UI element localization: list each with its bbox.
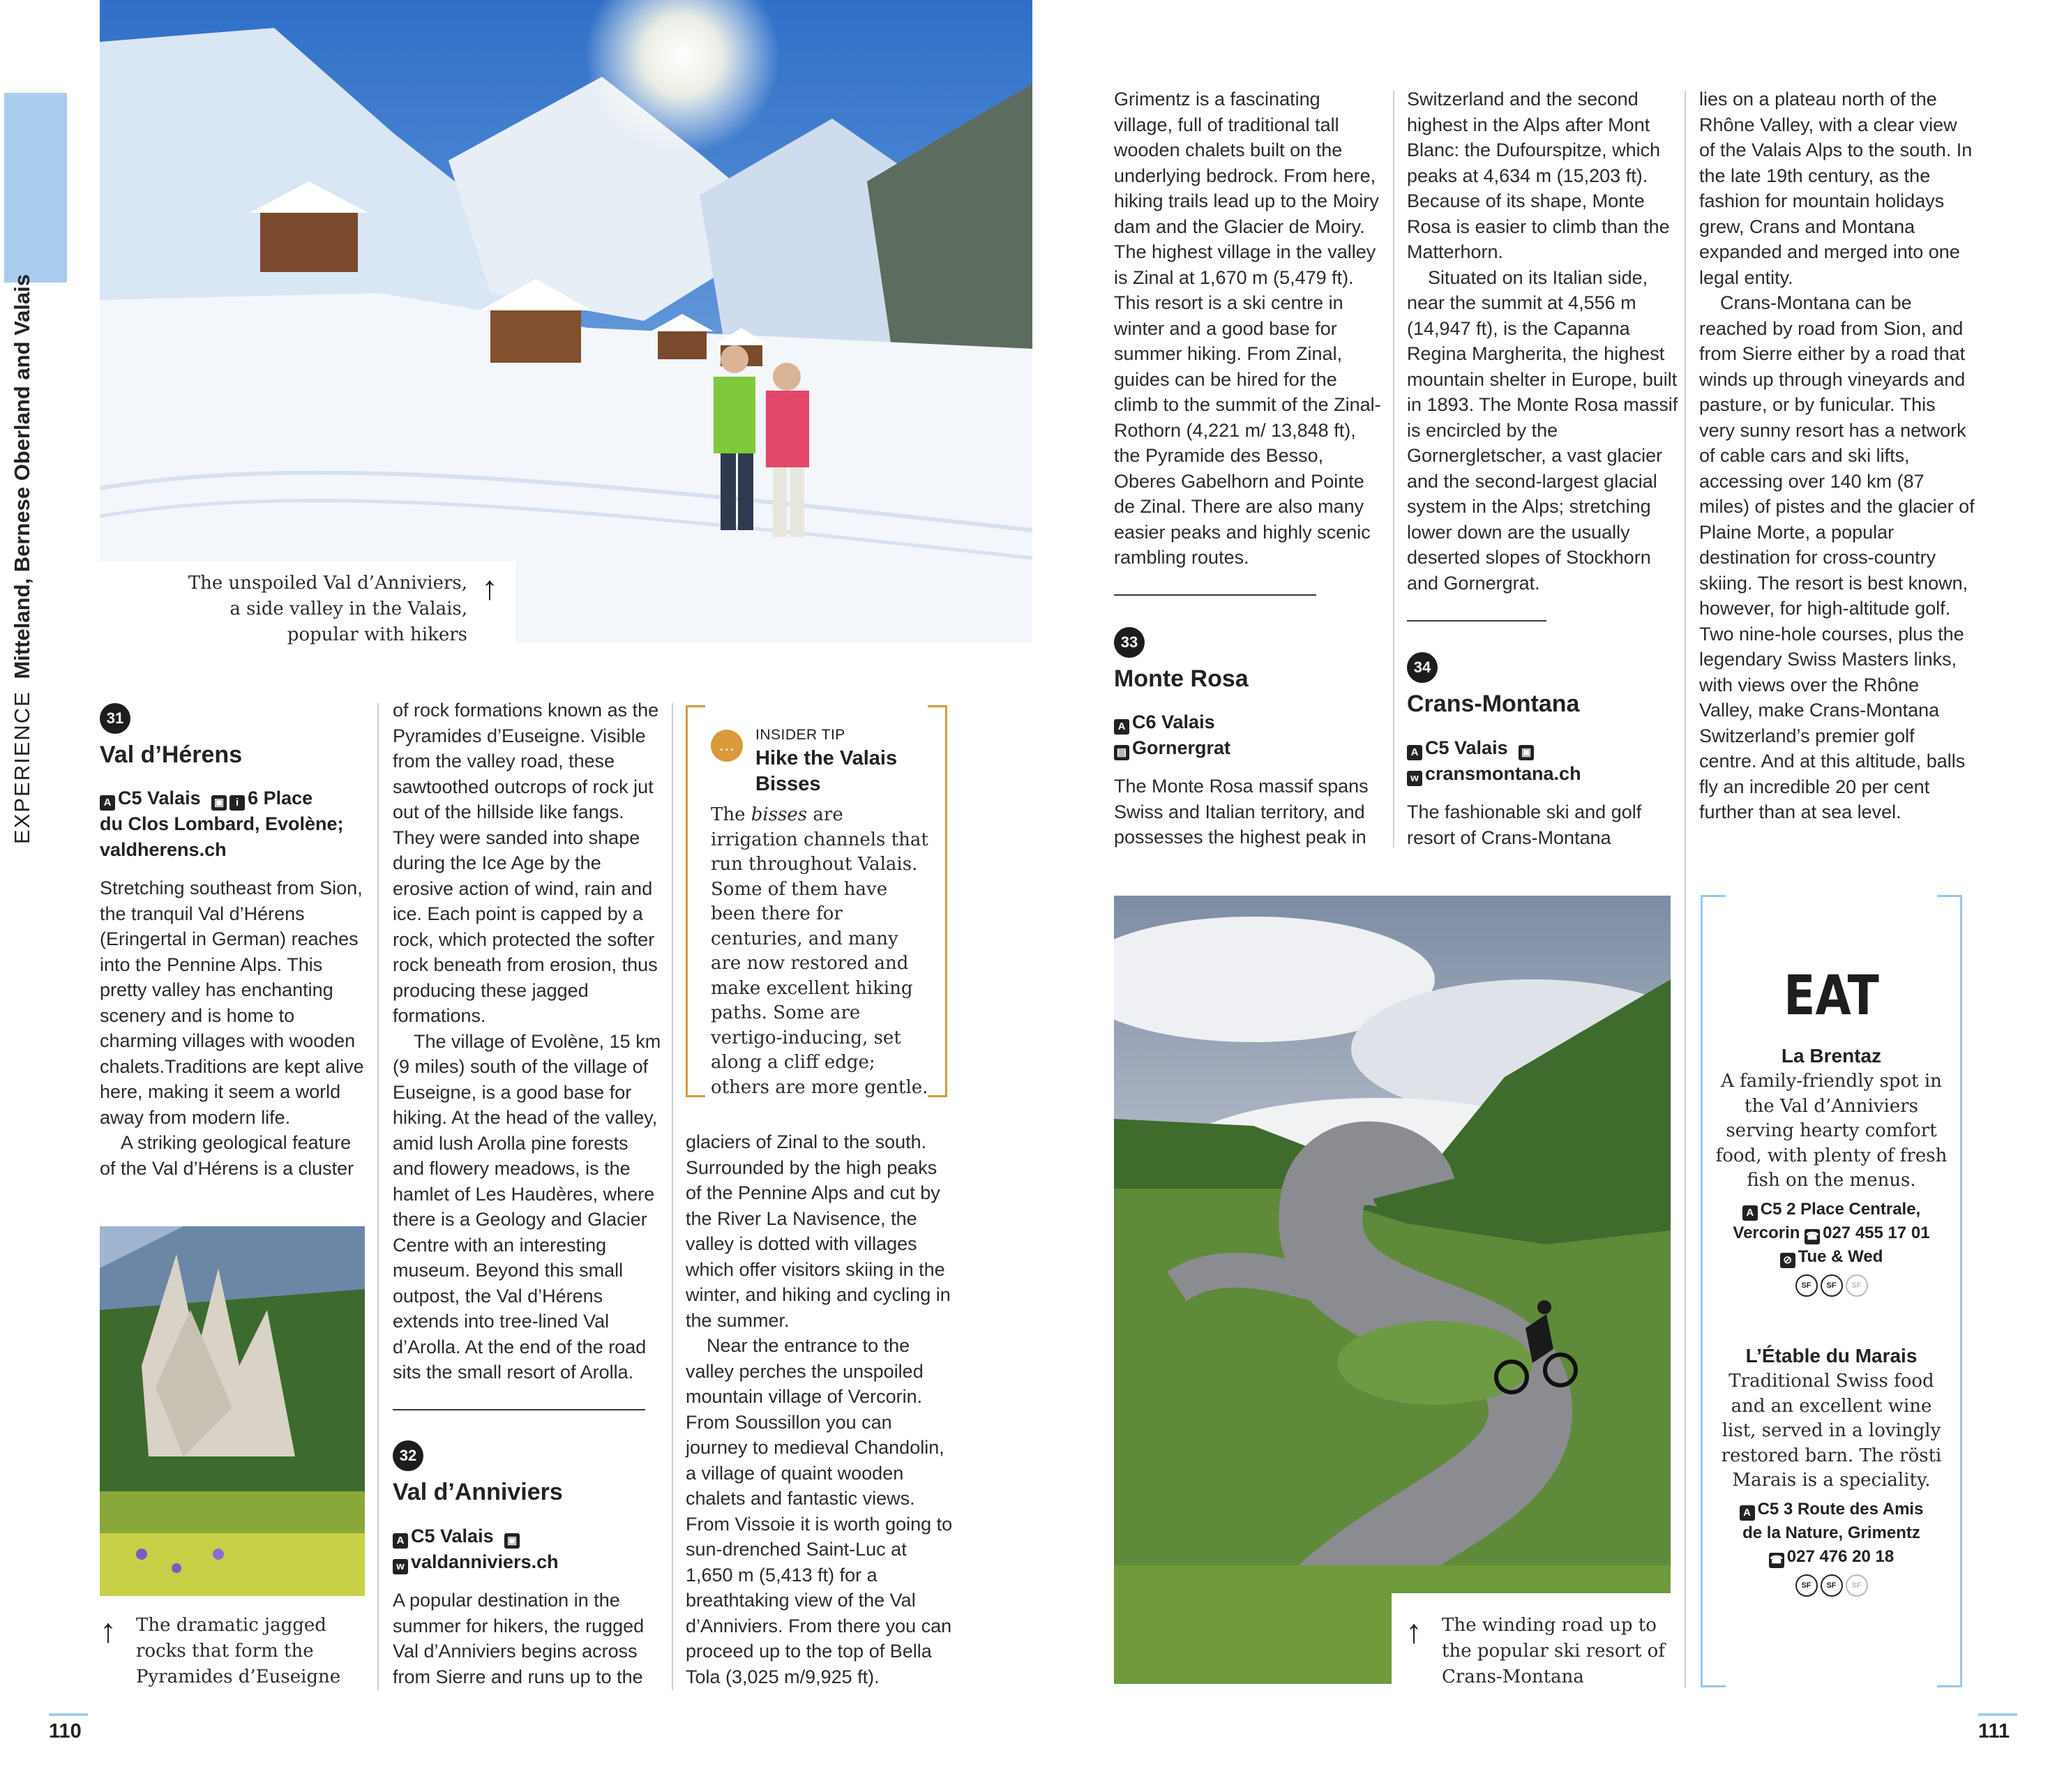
- web-icon: w: [393, 1559, 408, 1574]
- section-heading: Monte Rosa: [1114, 665, 1249, 692]
- page-number-left: 110: [49, 1720, 82, 1742]
- info-text: C5 Valais: [118, 788, 201, 808]
- section-info: [1114, 709, 1386, 761]
- side-tab-text: Mitteland, Bernese Oberland and Valais: [10, 273, 34, 679]
- tip-text-rest: are irrigation channels that run throughout Valais. Some of them have been there for centuries, and many are now restored and make excellent hiking paths. Some are vertigo-inducing, set along a cliff edge; others are more gentle.: [711, 804, 928, 1098]
- tip-text-emphasis: bisses: [751, 804, 808, 825]
- info-text: 6 Place: [248, 788, 313, 808]
- website-link[interactable]: valdherens.ch: [100, 839, 227, 860]
- paragraph: The fashionable ski and golf resort of Crans-Montana: [1407, 801, 1642, 848]
- section-heading: Crans-Montana: [1407, 691, 1580, 717]
- arrow-up-icon: ↑: [100, 1613, 116, 1650]
- paragraph: A striking geological feature of the Val d’Hérens is a cluster: [100, 1132, 354, 1179]
- side-tab-title: [10, 273, 52, 844]
- info-text: C5 2 Place Centrale,: [1760, 1199, 1921, 1219]
- section-number-badge: 32: [393, 1440, 423, 1471]
- restaurant-info: [1715, 1198, 1948, 1269]
- photo2-caption-line: Pyramides d’Euseigne: [136, 1666, 341, 1687]
- photo2-caption: [136, 1613, 373, 1690]
- tip-text-start: The: [711, 804, 751, 825]
- photo2-caption-line: rocks that form the: [136, 1641, 314, 1662]
- section-divider: [1407, 620, 1546, 622]
- paragraph: of rock formations known as the Pyramides d’Euseigne. Visible from the valley road, these sawtoothed outcrops of rock jut out of the hillside like fangs. They were sanded into shape during the Ice Age by the erosive action of wind, rain and ice. Each point is capped by a rock, which protected the softer rock beneath from erosion, thus producing these jagged formations.: [393, 700, 659, 1026]
- paragraph: Stretching southeast from Sion, the tranquil Val d’Hérens (Eringertal in German) reaches into the Pennine Alps. This pretty valley has enchanting scenery and is home to charming villages with wooden chalets.Traditions are kept alive here, making it seem a world away from modern life.: [100, 878, 364, 1128]
- photo3-caption-line: The winding road up to: [1442, 1615, 1657, 1636]
- train-icon: ▤: [1114, 745, 1129, 760]
- paragraph: A popular destination in the summer for hikers, the rugged Val d’Anniviers begins across from Sierre and runs up to the: [393, 1590, 645, 1687]
- eat-bracket-bottom-left: [1701, 1685, 1726, 1687]
- tip-bracket-left: [686, 705, 688, 1097]
- side-tab-prefix: EXPERIENCE: [10, 691, 34, 844]
- photo1-caption: [133, 571, 467, 648]
- section-body: [1407, 799, 1686, 850]
- section-number-badge: 34: [1407, 652, 1438, 683]
- section-info: [1407, 735, 1686, 787]
- page-number-rule: [1978, 1713, 2017, 1716]
- arrow-up-icon: ↑: [481, 570, 498, 607]
- map-grid-icon: A: [1114, 719, 1129, 735]
- section-info: [100, 785, 379, 863]
- section-divider: [1114, 594, 1316, 596]
- tip-title: [755, 746, 897, 797]
- phone-number: 027 476 20 18: [1786, 1546, 1894, 1566]
- info-text: C5 3 Route des Amis: [1757, 1499, 1924, 1519]
- restaurant-info: [1715, 1498, 1948, 1569]
- tip-title-line: Bisses: [755, 773, 821, 795]
- eat-bracket-left: [1701, 895, 1703, 1687]
- paragraph: glaciers of Zinal to the south. Surrounded by the high peaks of the Pennine Alps and cut by the River La Navisence, the valley is dotted with villages which offer visitors skiing in the winter, and hiking and cycling in the summer.: [686, 1131, 951, 1331]
- section-body: [1114, 774, 1386, 850]
- price-icon: SF: [1846, 1574, 1868, 1597]
- info-text: Gornergrat: [1132, 737, 1231, 758]
- paragraph: Near the entrance to the valley perches the unspoiled mountain village of Vercorin. From Soussillon you can journey to medieval Chandolin, a village of quaint wooden chalets and fantastic views. From Vissoie it is worth going to sun-drenched Saint-Luc at 1,650 m (5,413 ft) for a breathtaking view of the Val d’Anniviers. From there you can proceed up to the top of Bella Tola (3,025 m/9,925 ft).: [686, 1335, 953, 1687]
- paragraph: Situated on its Italian side, near the summit at 4,556 m (14,947 ft), is the Capanna Regina Margherita, the highest mountain shelter in Europe, built in 1893. The Monte Rosa massif is encircled by the Gornergletscher, a vast glacier and the second-largest glacial system in the Alps; stretching lower down are the usually deserted slopes of Stockhorn and Gornergrat.: [1407, 266, 1678, 594]
- web-icon: w: [1407, 771, 1422, 786]
- tip-bracket-top-left: [686, 705, 705, 707]
- info-text: de la Nature, Grimentz: [1742, 1523, 1920, 1542]
- photo1-caption-line: popular with hikers: [287, 624, 467, 645]
- section-body: [100, 875, 365, 1181]
- info-text: C5 Valais: [1425, 737, 1508, 758]
- paragraph: The Monte Rosa massif spans Swiss and Italian territory, and possesses the highest peak in: [1114, 776, 1369, 848]
- price-icon: SF: [1821, 1574, 1843, 1597]
- map-grid-icon: A: [100, 795, 115, 811]
- section-divider: [393, 1409, 645, 1410]
- info-text: du Clos Lombard, Evolène;: [100, 813, 344, 834]
- tip-bracket-top-right: [928, 705, 947, 707]
- section-number-badge: 33: [1114, 627, 1145, 658]
- tip-bracket-bottom-left: [686, 1095, 705, 1097]
- section-info: [393, 1523, 665, 1575]
- photo3-caption-line: the popular ski resort of: [1442, 1641, 1665, 1662]
- tip-text: [711, 803, 934, 1100]
- section-number-badge: 31: [100, 703, 130, 734]
- arrow-up-icon: ↑: [1406, 1613, 1422, 1650]
- bus-icon: ▣: [211, 795, 227, 811]
- map-grid-icon: A: [1407, 745, 1422, 760]
- section-body: [1407, 86, 1686, 596]
- eat-box: [1701, 895, 1962, 1687]
- eat-bracket-top-right: [1937, 895, 1962, 897]
- paragraph: The village of Evolène, 15 km (9 miles) south of the village of Euseigne, is a good base for hiking. At the head of the valley, amid lush Arolla pine forests and flowery meadows, is the hamlet of Les Haudères, where there is a Geology and Glacier Centre with an interesting museum. Beyond this small outpost, the Val d’Hérens extends into tree-lined Val d’Arolla. At the end of the road sits the small resort of Arolla.: [393, 1030, 661, 1383]
- column-rule: [672, 703, 673, 1690]
- paragraph: lies on a plateau north of the Rhône Valley, with a clear view of the Valais Alps to the south. In the late 19th century, as the fashion for mountain holidays grew, Crans and Montana expanded and merged into one legal entity.: [1699, 89, 1973, 288]
- price-rating: [1715, 1574, 1948, 1597]
- tip-title-line: Hike the Valais: [755, 747, 898, 769]
- price-icon: SF: [1846, 1274, 1868, 1297]
- paragraph: Crans-Montana can be reached by road from Sion, and from Sierre either by a road that winds up through vineyards and pasture, or by funicular. This very sunny resort has a network of cable cars and ski lifts, accessing over 140 km (87 miles) of pistes and the glacier of Plaine Morte, a popular destination for cross-country skiing. The resort is best known, however, for high-altitude golf. Two nine-hole courses, plus the legendary Swiss Masters links, with views over the Rhône Valley, make Crans-Montana Switzerland’s premier golf centre. And at this altitude, balls fly an incredible 20 per cent further than at sea level.: [1699, 292, 1975, 822]
- restaurant-name: La Brentaz: [1781, 1045, 1882, 1067]
- phone-icon: ☎: [1769, 1553, 1784, 1568]
- photo1-caption-line: The unspoiled Val d’Anniviers,: [188, 573, 467, 594]
- column-rule: [377, 703, 379, 1690]
- tip-bracket-right: [945, 705, 947, 1097]
- website-link[interactable]: valdanniviers.ch: [411, 1551, 559, 1572]
- photo3-caption: [1442, 1613, 1679, 1690]
- insider-tip-box: [686, 705, 947, 1097]
- photo2-caption-line: The dramatic jagged: [136, 1615, 326, 1636]
- photo3-caption-line: Crans-Montana: [1442, 1666, 1584, 1687]
- section-body: [393, 1588, 661, 1689]
- closed-days: Tue & Wed: [1798, 1247, 1883, 1266]
- map-grid-icon: A: [1742, 1205, 1758, 1221]
- price-icon: SF: [1795, 1574, 1818, 1597]
- paragraph: Grimentz is a fascinating village, full of traditional tall wooden chalets built on the underlying bedrock. From here, hiking trails lead up to the Moiry dam and the Glacier de Moiry. The highest village in the valley is Zinal at 1,670 m (5,479 ft). This resort is a ski centre in winter and a good base for summer hiking. From Zinal, guides can be hired for the climb to the summit of the Zinal-Rothorn (4,221 m/ 13,848 ft), the Pyramide des Besso, Oberes Gabelhorn and Pointe de Zinal. There are also many easier peaks and highly scenic rambling routes.: [1114, 89, 1381, 568]
- closed-icon: ⊘: [1780, 1253, 1795, 1268]
- info-icon: i: [229, 795, 245, 811]
- paragraph: Switzerland and the second highest in the Alps after Mont Blanc: the Dufourspitze, which peaks at 4,634 m (15,203 ft). Because of its shape, Monte Rosa is easier to climb than the Matterhorn.: [1407, 89, 1670, 262]
- info-text: Vercorin: [1733, 1223, 1800, 1242]
- tip-label: INSIDER TIP: [755, 727, 845, 743]
- price-icon: SF: [1795, 1274, 1818, 1297]
- page-number-right: 111: [1978, 1720, 2010, 1742]
- bus-icon: ▣: [1519, 745, 1534, 760]
- bus-icon: ▣: [504, 1533, 520, 1549]
- restaurant-name: L’Étable du Marais: [1745, 1345, 1918, 1366]
- column-rule: [1393, 91, 1394, 848]
- phone-icon: ☎: [1805, 1229, 1820, 1244]
- info-text: C6 Valais: [1132, 711, 1215, 732]
- section-body: [1699, 86, 1975, 825]
- section-body: [1114, 86, 1383, 571]
- map-grid-icon: A: [393, 1533, 408, 1549]
- section-heading: Val d’Anniviers: [393, 1479, 563, 1505]
- column-rule: [1685, 91, 1686, 1688]
- map-grid-icon: A: [1740, 1505, 1755, 1521]
- eat-heading: EAT: [1784, 965, 1879, 1027]
- section-body: [393, 698, 661, 1385]
- eat-bracket-top-left: [1701, 895, 1726, 897]
- phone-number: 027 455 17 01: [1823, 1223, 1930, 1242]
- section-body: [686, 1129, 958, 1689]
- restaurant-entry: [1715, 1343, 1948, 1597]
- photo-val-danniviers: [100, 0, 1032, 642]
- photo-pyramides-deuseigne: [100, 1226, 365, 1596]
- website-link[interactable]: cransmontana.ch: [1425, 763, 1581, 784]
- info-text: C5 Valais: [411, 1526, 494, 1546]
- photo-crans-montana-road: [1114, 896, 1671, 1684]
- photo1-caption-line: a side valley in the Valais,: [229, 598, 467, 619]
- price-rating: [1715, 1274, 1948, 1297]
- side-tab-block: [4, 93, 67, 283]
- eat-bracket-right: [1960, 895, 1962, 1687]
- restaurant-entry: [1715, 1043, 1948, 1297]
- restaurant-desc: A family-friendly spot in the Val d’Anniviers serving hearty comfort food, with plenty of fresh fish on the menus.: [1715, 1071, 1948, 1191]
- restaurant-desc: Traditional Swiss food and an excellent wine list, served in a lovingly restored barn. The rösti Marais is a speciality.: [1721, 1371, 1942, 1491]
- price-icon: SF: [1821, 1274, 1843, 1297]
- eat-bracket-bottom-right: [1937, 1685, 1962, 1687]
- section-heading: Val d’Hérens: [100, 741, 243, 768]
- page-number-rule: [49, 1713, 88, 1716]
- speech-bubble-icon: …: [711, 730, 743, 762]
